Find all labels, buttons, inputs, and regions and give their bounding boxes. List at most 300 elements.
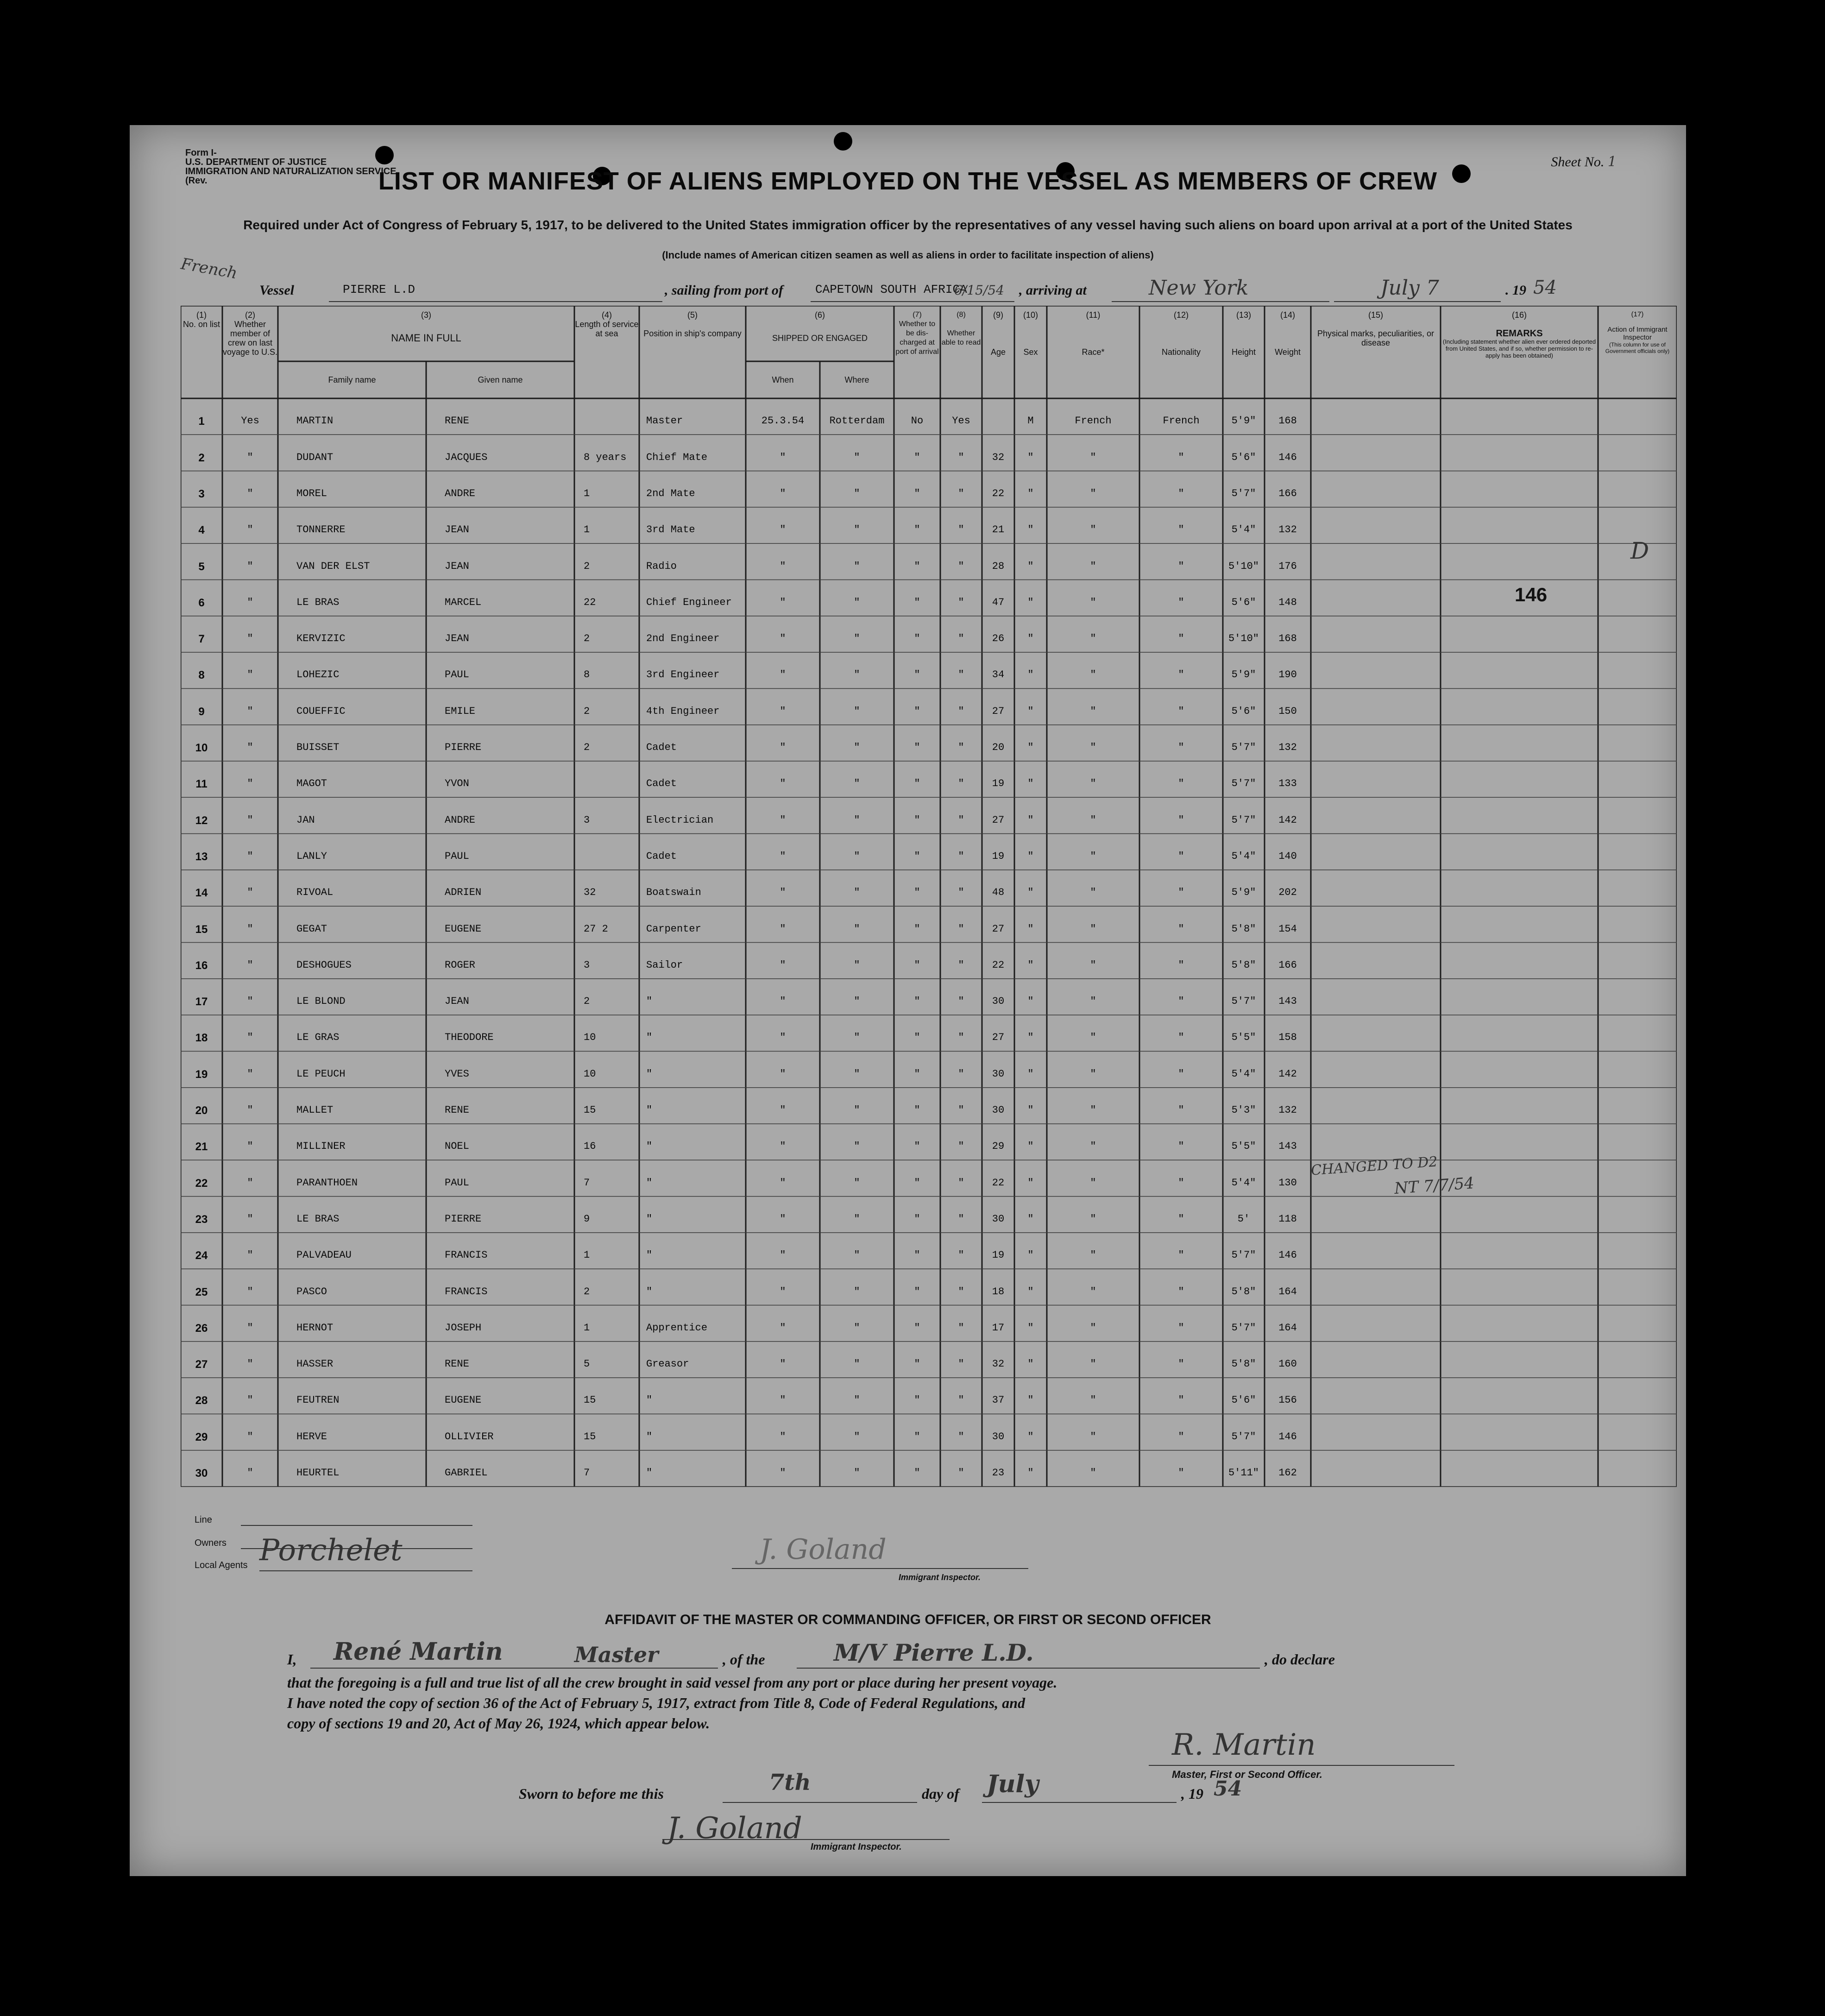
cell-family: PASCO [296, 1285, 327, 1298]
cell-where: " [854, 923, 860, 935]
cell-nationality: " [1178, 1140, 1184, 1153]
cell-race: " [1090, 1430, 1096, 1443]
cell-nationality: " [1178, 1068, 1184, 1080]
cell-family: MAGOT [296, 778, 327, 790]
cell-sex: " [1027, 850, 1034, 862]
cell-voyage: " [247, 1285, 253, 1298]
cell-voyage: " [247, 451, 253, 463]
cell-discharge: " [914, 742, 920, 753]
cell-age: 32 [992, 1358, 1005, 1370]
cell-given: JEAN [445, 633, 469, 645]
cell-height: 5'7" [1231, 1322, 1256, 1334]
sheet-label: Sheet No. [1551, 154, 1605, 170]
cell-nationality: " [1178, 887, 1184, 899]
cell-service: 15 [584, 1430, 596, 1443]
cell-height: 5'6" [1231, 451, 1256, 463]
cell-height: 5'10" [1228, 560, 1259, 572]
cell-discharge: " [914, 778, 920, 790]
cell-age: 48 [992, 887, 1005, 899]
cell-no: 12 [195, 814, 208, 827]
cell-position: " [646, 1467, 653, 1479]
cell-service: 10 [584, 1032, 596, 1044]
cell-weight: 168 [1278, 633, 1297, 645]
cell-voyage: " [247, 560, 253, 572]
cell-given: ANDRE [445, 814, 476, 826]
inspector-signature: J. Goland [760, 1533, 887, 1566]
changed-note-date: NT 7/7/54 [1393, 1174, 1475, 1198]
cell-sex: " [1027, 1032, 1034, 1044]
cell-given: GABRIEL [445, 1467, 488, 1479]
affidavit-title: AFFIDAVIT OF THE MASTER OR COMMANDING OFFICER, OR FIRST OR SECOND OFFICER [604, 1612, 1211, 1627]
cell-age: 19 [992, 850, 1005, 862]
cell-height: 5'7" [1231, 742, 1256, 753]
col-label: Physical marks, peculiarities, or disease [1317, 329, 1435, 347]
cell-service: 2 [584, 633, 590, 645]
cell-voyage: " [247, 1068, 253, 1080]
cell-read: " [958, 1177, 964, 1189]
cell-weight: 132 [1278, 524, 1297, 536]
cell-read: " [958, 850, 964, 862]
cell-age: 20 [992, 742, 1005, 753]
cell-position: Cadet [646, 742, 677, 753]
cell-nationality: " [1178, 596, 1184, 608]
cell-weight: 150 [1278, 705, 1297, 717]
col-label: No. on list [182, 320, 220, 329]
cell-discharge: " [914, 1032, 920, 1044]
cell-weight: 132 [1278, 1104, 1297, 1116]
master-label: Master, First or Second Officer. [1172, 1769, 1322, 1780]
cell-height: 5'8" [1231, 959, 1256, 971]
cell-when: " [780, 1068, 786, 1080]
cell-service: 5 [584, 1358, 590, 1370]
cell-read: " [958, 560, 964, 572]
col-num: (8) [957, 311, 966, 319]
cell-given: YVES [445, 1068, 469, 1080]
sworn-month: July [987, 1770, 1039, 1798]
cell-no: 11 [195, 778, 208, 791]
cell-family: MILLINER [296, 1140, 346, 1153]
cell-position: " [646, 1068, 653, 1080]
cell-no: 6 [198, 596, 205, 609]
cell-when: " [780, 596, 786, 608]
cell-race: " [1090, 814, 1096, 826]
header-family: Family name [328, 375, 376, 384]
cell-age: 32 [992, 451, 1005, 463]
cell-service: 1 [584, 487, 590, 499]
cell-height: 5'5" [1231, 1140, 1256, 1153]
cell-voyage: " [247, 1467, 253, 1479]
cell-position: " [646, 1032, 653, 1044]
cell-family: HERNOT [296, 1322, 334, 1334]
cell-when: " [780, 1177, 786, 1189]
affidavit-line3: I have noted the copy of section 36 of the Act of February 5, 1917, extract from Title 8, Code of Federal Regulations, and [287, 1695, 1026, 1711]
cell-voyage: " [247, 742, 253, 753]
cell-weight: 143 [1278, 1140, 1297, 1153]
cell-where: Rotterdam [829, 415, 885, 427]
cell-where: " [854, 1177, 860, 1189]
col-label: Weight [1275, 347, 1301, 357]
affidavit-of: , of the [723, 1651, 765, 1668]
cell-sex: " [1027, 1104, 1034, 1116]
header-col16 [1441, 310, 1598, 359]
cell-where: " [854, 487, 860, 499]
cell-nationality: " [1178, 1177, 1184, 1189]
cell-when: " [780, 1213, 786, 1225]
cell-race: " [1090, 451, 1096, 463]
header-col1 [181, 310, 222, 329]
cell-when: " [780, 524, 786, 536]
cell-family: LE GRAS [296, 1032, 340, 1044]
cell-no: 5 [198, 560, 205, 573]
cell-height: 5'4" [1231, 1068, 1256, 1080]
cell-weight: 132 [1278, 742, 1297, 753]
cell-sex: " [1027, 1177, 1034, 1189]
cell-no: 15 [195, 923, 208, 936]
cell-weight: 140 [1278, 850, 1297, 862]
cell-given: OLLIVIER [445, 1430, 494, 1443]
cell-discharge: " [914, 1249, 920, 1261]
cell-weight: 168 [1278, 415, 1297, 427]
cell-age: 29 [992, 1140, 1005, 1153]
cell-position: Electrician [646, 814, 714, 826]
cell-family: LE BRAS [296, 596, 340, 608]
cell-where: " [854, 814, 860, 826]
cell-family: KERVIZIC [296, 633, 346, 645]
cell-family: LOHEZIC [296, 669, 340, 681]
cell-service: 32 [584, 887, 596, 899]
cell-discharge: " [914, 923, 920, 935]
cell-age: 30 [992, 1430, 1005, 1443]
cell-no: 30 [195, 1467, 208, 1480]
cell-race: " [1090, 1140, 1096, 1153]
cell-read: " [958, 778, 964, 790]
cell-family: LE BRAS [296, 1213, 340, 1225]
cell-weight: 164 [1278, 1285, 1297, 1298]
col-num: (15) [1368, 310, 1383, 320]
cell-given: EMILE [445, 705, 476, 717]
cell-no: 14 [195, 887, 208, 900]
col-num: (4) [602, 310, 612, 320]
cell-discharge: " [914, 1140, 920, 1153]
cell-position: Greasor [646, 1358, 689, 1370]
cell-voyage: " [247, 1104, 253, 1116]
cell-read: " [958, 1430, 964, 1443]
cell-when: " [780, 814, 786, 826]
cell-where: " [854, 850, 860, 862]
cell-height: 5'10" [1228, 633, 1259, 645]
cell-voyage: " [247, 850, 253, 862]
form-id-line: U.S. DEPARTMENT OF JUSTICE [185, 157, 327, 167]
cell-discharge: " [914, 995, 920, 1008]
cell-age: 17 [992, 1322, 1005, 1334]
cell-age: 22 [992, 487, 1005, 499]
cell-given: PIERRE [445, 1213, 482, 1225]
sworn-year-prefix: , 19 [1181, 1785, 1203, 1802]
affidavit-line4: copy of sections 19 and 20, Act of May 26, 1924, which appear below. [287, 1715, 710, 1732]
header-col6 [746, 310, 894, 343]
header-col17 [1598, 310, 1677, 354]
col-num: (11) [1086, 310, 1101, 320]
cell-height: 5'4" [1231, 1177, 1256, 1189]
cell-discharge: " [914, 1285, 920, 1298]
cell-when: " [780, 1322, 786, 1334]
cell-weight: 154 [1278, 923, 1297, 935]
cell-read: " [958, 1068, 964, 1080]
cell-position: " [646, 1394, 653, 1406]
sworn-label: Sworn to before me this [519, 1785, 664, 1802]
cell-no: 17 [195, 995, 208, 1008]
cell-discharge: " [914, 850, 920, 862]
cell-no: 23 [195, 1213, 208, 1226]
cell-position: Cadet [646, 850, 677, 862]
cell-age: 27 [992, 923, 1005, 935]
cell-family: BUISSET [296, 742, 340, 753]
cell-no: 19 [195, 1068, 208, 1081]
cell-age: 47 [992, 596, 1005, 608]
cell-no: 4 [198, 524, 205, 537]
cell-voyage: " [247, 633, 253, 645]
cell-service: 15 [584, 1104, 596, 1116]
cell-weight: 133 [1278, 778, 1297, 790]
cell-read: " [958, 995, 964, 1008]
cell-family: HEURTEL [296, 1467, 340, 1479]
cell-nationality: " [1178, 1285, 1184, 1298]
cell-voyage: Yes [241, 415, 259, 427]
col-label: Race* [1082, 347, 1105, 357]
cell-where: " [854, 524, 860, 536]
header-given: Given name [478, 375, 523, 384]
cell-no: 10 [195, 742, 208, 754]
cell-given: ADRIEN [445, 887, 482, 899]
cell-weight: 166 [1278, 959, 1297, 971]
cell-voyage: " [247, 705, 253, 717]
cell-height: 5'8" [1231, 923, 1256, 935]
cell-read: " [958, 814, 964, 826]
arrival-date: July 7 [1380, 276, 1439, 300]
cell-sex: " [1027, 1430, 1034, 1443]
cell-position: " [646, 1140, 653, 1153]
cell-age: 30 [992, 995, 1005, 1008]
cell-discharge: " [914, 524, 920, 536]
cell-age: 19 [992, 778, 1005, 790]
cell-height: 5'4" [1231, 850, 1256, 862]
cell-discharge: " [914, 1467, 920, 1479]
cell-given: PAUL [445, 850, 469, 862]
cell-sex: " [1027, 742, 1034, 753]
cell-height: 5'7" [1231, 1249, 1256, 1261]
cell-race: " [1090, 487, 1096, 499]
cell-family: MALLET [296, 1104, 334, 1116]
cell-discharge: " [914, 1213, 920, 1225]
cell-sex: M [1027, 415, 1034, 427]
cell-sex: " [1027, 923, 1034, 935]
cell-where: " [854, 995, 860, 1008]
cell-service: 2 [584, 742, 590, 753]
agents-signature: Porchelet [259, 1533, 403, 1568]
vessel-name: PIERRE L.D [343, 283, 415, 296]
cell-when: " [780, 705, 786, 717]
col-num: (7) [912, 311, 922, 319]
cell-read: " [958, 1213, 964, 1225]
sworn-day: 7th [769, 1770, 811, 1796]
cell-position: 3rd Mate [646, 524, 695, 536]
cell-race: " [1090, 850, 1096, 862]
col-label: Whether to be dis-charged at port of arrival [895, 320, 939, 356]
cell-no: 20 [195, 1104, 208, 1117]
cell-service: 7 [584, 1467, 590, 1479]
cell-given: RENE [445, 1358, 469, 1370]
cell-height: 5'3" [1231, 1104, 1256, 1116]
cell-height: 5' [1237, 1213, 1250, 1225]
sheet-value: 1 [1607, 154, 1617, 170]
cell-when: " [780, 742, 786, 753]
cell-given: PAUL [445, 1177, 469, 1189]
cell-discharge: " [914, 1068, 920, 1080]
col-num: (1) [196, 310, 207, 320]
cell-given: JACQUES [445, 451, 488, 463]
cell-read: " [958, 923, 964, 935]
cell-no: 18 [195, 1032, 208, 1045]
cell-position: Apprentice [646, 1322, 708, 1334]
cell-no: 3 [198, 487, 205, 500]
cell-given: RENE [445, 1104, 469, 1116]
cell-when: " [780, 995, 786, 1008]
cell-read: " [958, 1140, 964, 1153]
cell-height: 5'7" [1231, 487, 1256, 499]
col-label: Age [990, 347, 1006, 357]
cell-family: DESHOGUES [296, 959, 352, 971]
cell-race: " [1090, 633, 1096, 645]
cell-service: 9 [584, 1213, 590, 1225]
cell-service: 22 [584, 596, 596, 608]
cell-read: " [958, 1358, 964, 1370]
cell-where: " [854, 1394, 860, 1406]
cell-when: " [780, 1285, 786, 1298]
cell-height: 5'7" [1231, 778, 1256, 790]
header-col10 [1014, 310, 1047, 357]
cell-age: 27 [992, 705, 1005, 717]
col-num: (12) [1173, 310, 1189, 320]
cell-no: 13 [195, 850, 208, 863]
cell-no: 22 [195, 1177, 208, 1190]
cell-discharge: " [914, 814, 920, 826]
cell-where: " [854, 1358, 860, 1370]
cell-weight: 142 [1278, 1068, 1297, 1080]
cell-when: " [780, 1104, 786, 1116]
col-label-note: (This column for use of Government officials only) [1605, 341, 1670, 354]
cell-read: " [958, 1249, 964, 1261]
line-label: Line [195, 1515, 212, 1525]
form-id-line: (Rev. [185, 176, 208, 186]
cell-read: " [958, 1285, 964, 1298]
cell-given: FRANCIS [445, 1285, 488, 1298]
cell-nationality: " [1178, 1394, 1184, 1406]
cell-discharge: " [914, 1104, 920, 1116]
cell-discharge: " [914, 487, 920, 499]
cell-where: " [854, 1213, 860, 1225]
cell-where: " [854, 633, 860, 645]
cell-age: 23 [992, 1467, 1005, 1479]
sworn-inspector-label: Immigrant Inspector. [811, 1842, 902, 1852]
cell-weight: 156 [1278, 1394, 1297, 1406]
cell-sex: " [1027, 1140, 1034, 1153]
cell-voyage: " [247, 1140, 253, 1153]
cell-sex: " [1027, 451, 1034, 463]
cell-nationality: " [1178, 633, 1184, 645]
cell-nationality: " [1178, 1322, 1184, 1334]
arriving-label: , arriving at [1019, 283, 1087, 298]
cell-voyage: " [247, 923, 253, 935]
cell-position: Sailor [646, 959, 683, 971]
cell-when: " [780, 1032, 786, 1044]
col-label: SHIPPED OR ENGAGED [772, 334, 868, 343]
cell-height: 5'8" [1231, 1285, 1256, 1298]
col-label-note: (Including statement whether alien ever ordered deported from United States, and if so, whether permission to re-apply has been obtained) [1442, 338, 1596, 359]
day-of-label: day of [922, 1785, 959, 1802]
cell-position: " [646, 995, 653, 1008]
cell-race: " [1090, 1285, 1096, 1298]
cell-service: 1 [584, 1322, 590, 1334]
cell-read: " [958, 451, 964, 463]
cell-height: 5'11" [1228, 1467, 1259, 1479]
cell-where: " [854, 778, 860, 790]
cell-read: " [958, 742, 964, 753]
sworn-inspector-signature: J. Goland [667, 1811, 802, 1846]
cell-voyage: " [247, 596, 253, 608]
cell-sex: " [1027, 778, 1034, 790]
cell-race: French [1075, 415, 1112, 427]
cell-race: " [1090, 959, 1096, 971]
cell-sex: " [1027, 959, 1034, 971]
agents-label: Local Agents [195, 1560, 248, 1570]
cell-nationality: " [1178, 487, 1184, 499]
cell-voyage: " [247, 887, 253, 899]
cell-nationality: " [1178, 560, 1184, 572]
cell-read: " [958, 705, 964, 717]
cell-nationality: " [1178, 1249, 1184, 1261]
cell-height: 5'7" [1231, 1430, 1256, 1443]
col-label: Height [1231, 347, 1256, 357]
cell-height: 5'4" [1231, 524, 1256, 536]
cell-race: " [1090, 1032, 1096, 1044]
cell-given: EUGENE [445, 923, 482, 935]
cell-family: VAN DER ELST [296, 560, 370, 572]
cell-position: 3rd Engineer [646, 669, 720, 681]
cell-family: RIVOAL [296, 887, 334, 899]
crew-table [181, 306, 1677, 1487]
cell-service: 3 [584, 959, 590, 971]
cell-age: 21 [992, 524, 1005, 536]
cell-family: HERVE [296, 1430, 327, 1443]
cell-service: 1 [584, 1249, 590, 1261]
cell-when: 25.3.54 [761, 415, 805, 427]
cell-discharge: " [914, 1358, 920, 1370]
year-prefix: . 19 [1505, 283, 1526, 298]
page-title: LIST OR MANIFEST OF ALIENS EMPLOYED ON THE VESSEL AS MEMBERS OF CREW [378, 167, 1438, 195]
sailing-label: , sailing from port of [665, 283, 783, 298]
cell-given: ANDRE [445, 487, 476, 499]
cell-no: 26 [195, 1322, 208, 1335]
cell-given: ROGER [445, 959, 476, 971]
header-col9 [982, 310, 1014, 357]
col-label: Whether able to read [941, 329, 981, 346]
cell-position: Carpenter [646, 923, 701, 935]
col-num: (2) [245, 310, 255, 320]
affidavit-line2: that the foregoing is a full and true list of all the crew brought in said vessel from any port or place during her present voyage. [287, 1674, 1057, 1691]
cell-service: 2 [584, 705, 590, 717]
cell-discharge: " [914, 633, 920, 645]
cell-no: 28 [195, 1394, 208, 1407]
